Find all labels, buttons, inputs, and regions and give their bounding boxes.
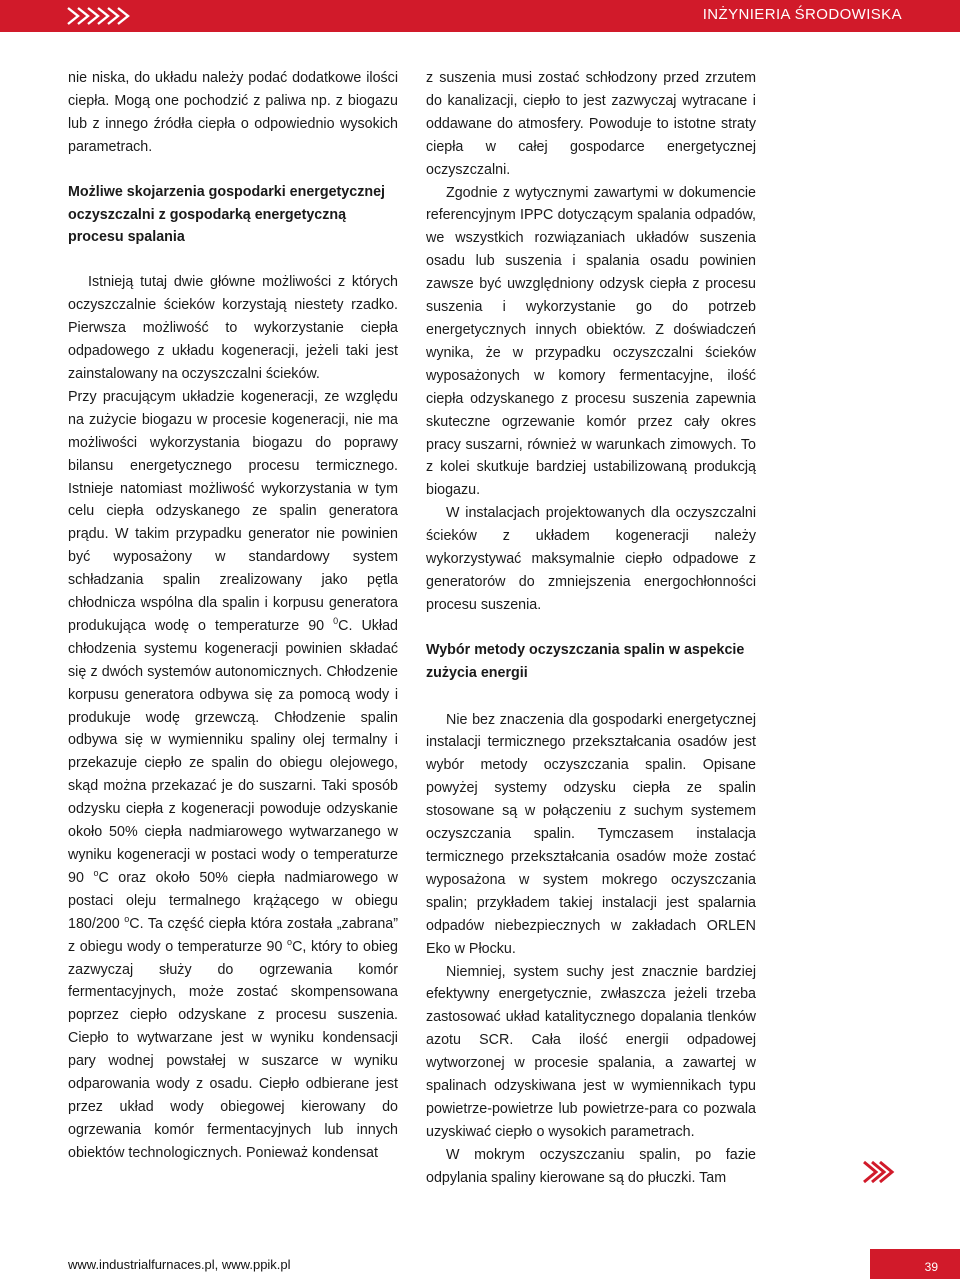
header-bar	[0, 0, 960, 32]
paragraph: nie niska, do układu należy podać dodatkowe ilości ciepła. Mogą one pochodzić z paliwa np. z biogazu lub z innego źródła ciepła o odpowiednio wysokich parametrach.	[68, 70, 398, 155]
paragraph: Niemniej, system suchy jest znacznie bardziej efektywny energetycznie, zwłaszcza jeżeli trzeba zastosować układ katalitycznego dopalania tlenków azotu SCR. Cała ilość energii odpadowej wytworzonej w procesie spalania, a zawartej w spalinach odzyskiwana jest w wymiennikach typu powietrze-powietrze lub powietrze-para co pozwala uzyskiwać ciepło o wysokich parametrach.	[426, 963, 756, 1140]
paragraph: Nie bez znaczenia dla gospodarki energetycznej instalacji termicznego przekształcania osadów jest wybór metody oczyszczania spalin. Opisane powyżej systemy odzysku ciepła ze spalin stosowane są w połączeniu z suchym systemem oczyszczania spalin. Tymczasem instalacja termicznego przekształcania osadów może zostać wyposażona w system mokrego oczyszczania spalin; przykładem takiej instalacji jest spalarnia odpadów niebezpiecznych w zakładach ORLEN Eko w Płocku.	[426, 711, 756, 957]
paragraph: Przy pracującym układzie kogeneracji, ze względu na zużycie biogazu w procesie kogeneracji, nie ma możliwości wykorzystania biogazu do poprawy bilansu energetycznego procesu termicznego. Istnieje natomiast możliwość wykorzystania w tym celu ciepła odzyskanego ze spalin generatora prądu. W takim przypadku generator nie powinien być wyposażony w standardowy system schładzania spalin zrealizowany jako pętla chłodnicza wspólna dla spalin i korpusu generatora produkująca wodę o temperaturze 90 $^0$C. Układ chłodzenia systemu kogeneracji powinien składać się z dwóch systemów autonomicznych. Chłodzenie korpusu generatora odbywa się za pomocą wody i produkuje wodę grzewczą. Chłodzenie spalin odbywa się w wymienniku spaliny olej termalny i przekazuje ciepło ze spalin do obiegu olejowego, skąd można przekazać je do suszarni. Taki sposób odzysku ciepła z kogeneracji powoduje odzyskanie około 50% ciepła nadmiarowego wytwarzanego w wyniku kogeneracji w postaci wody o temperaturze 90 $^o$C oraz około 50% ciepła nadmiarowego w postaci oleju termalnego krążącego w obiegu 180/200 $^o$C. Ta część ciepła która została „zabrana” z obiegu wody o temperaturze 90 $^o$C, który to obieg zazwyczaj służy do ogrzewania komór fermentacyjnych, może zostać skompensowana poprzez ciepło odzyskane z procesu suszenia. Ciepło to wytwarzane jest w wyniku kondensacji pary wodnej powstałej w suszarce w wyniku odparowania wody z osadu. Ciepło odbierane jest przez układ wody obiegowej kierowany do ogrzewania komór fermentacyjnych lub innych obiektów technologicznych. Ponieważ kondensat	[68, 388, 398, 1161]
footer-url[interactable]: www.industrialfurnaces.pl, www.ppik.pl	[68, 1257, 291, 1272]
right-column	[426, 67, 756, 1190]
page-number: 39	[924, 1260, 938, 1274]
section-heading: Wybór metody oczyszczania spalin w aspekcie zużycia energii	[426, 641, 745, 681]
paragraph: z suszenia musi zostać schłodzony przed zrzutem do kanalizacji, ciepło to jest zazwyczaj wytracane i oddawane do atmosfery. Powoduje to istotne straty ciepła w całej gospodarce energetycznej oczyszczalni.	[426, 70, 756, 178]
section-heading: Możliwe skojarzenia gospodarki energetycznej oczyszczalni z gospodarką energetyczną procesu spalania	[68, 183, 386, 246]
paragraph: W instalacjach projektowanych dla oczyszczalni ścieków z układem kogeneracji należy wykorzystywać maksymalnie ciepło odpadowe z generatorów do zmniejszenia energochłonności procesu suszenia.	[426, 505, 756, 613]
section-title: INŻYNIERIA ŚRODOWISKA	[702, 6, 902, 23]
paragraph: W mokrym oczyszczaniu spalin, po fazie odpylania spaliny kierowane są do płuczki. Tam	[426, 1146, 756, 1186]
paragraph: Istnieją tutaj dwie główne możliwości z których oczyszczalnie ścieków korzystają niestety rzadko. Pierwsza możliwość to wykorzystanie ciepła odpadowego z układu kogeneracji, jeżeli taki jest zainstalowany na oczyszczalni ścieków.	[68, 274, 398, 382]
chevron-logo-icon	[66, 4, 136, 28]
paragraph: Zgodnie z wytycznymi zawartymi w dokumencie referencyjnym IPPC dotyczącym spalania odpadów, we wszystkich rozwiązaniach układów suszenia osadu lub suszenia i spalania osadu powinien zawsze być uwzględniony odzysk ciepła z procesu suszenia i wykorzystanie go do potrzeb energetycznych innych obiektów. Z doświadczeń wynika, że w przypadku oczyszczalni ścieków wyposażonych w komory fermentacyjne, ilość ciepła odzyskanego z procesu suszenia zapewnia skuteczne ogrzewanie komór przez cały okres pracy suszarni, również w warunkach zimowych. To z kolei skutkuje bardziej ustabilizowaną produkcją biogazu.	[426, 184, 756, 499]
double-chevron-arrow-icon	[862, 1158, 898, 1186]
left-column	[68, 67, 398, 1165]
